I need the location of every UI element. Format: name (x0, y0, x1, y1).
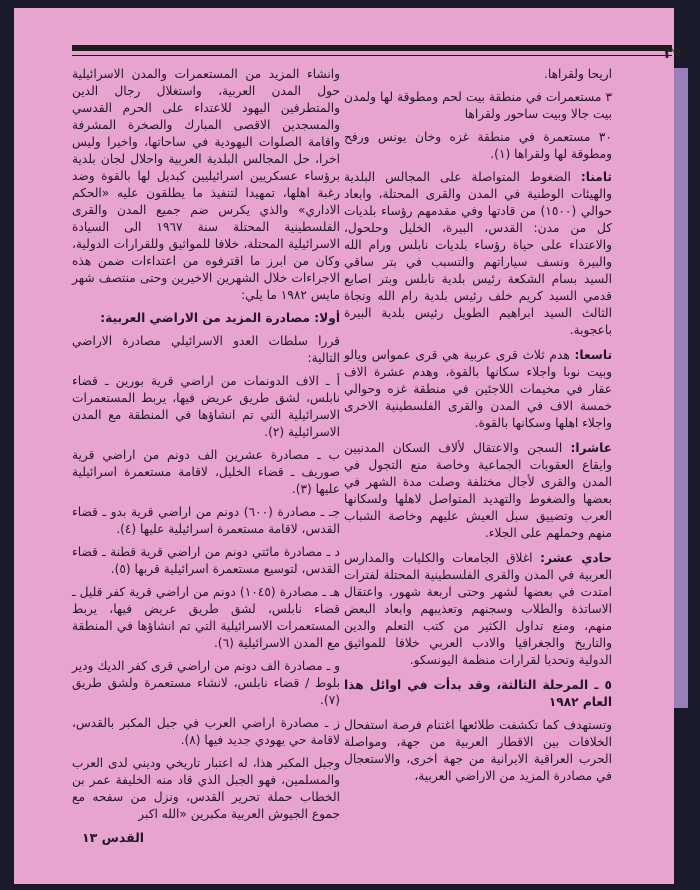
right-closing: وتستهدف كما تكشفت طلائعها اغتنام فرصة استفحال الخلافات بين الاقطار العربية من جهة، ومواصلة الحرب العراقية الايرانية من جهة اخرى، والاستعجال في مصادرة المزيد من الاراضي العربية، (344, 718, 612, 783)
section-eighth (344, 169, 612, 339)
section-eleventh (344, 550, 612, 669)
section-heading: أولا: مصادرة المزيد من الاراضي العربية: (100, 311, 340, 325)
page-footer: القدس ١٣ (82, 830, 145, 845)
page-number: ٣٩ (663, 44, 682, 62)
page-edge-strip (674, 68, 688, 708)
phase-heading: ٥ ـ المرحلة الثالثة، وقد بدأت في اوائل هذا العام ١٩٨٢ (344, 678, 612, 709)
magazine-page (14, 8, 682, 884)
right-column (344, 66, 612, 791)
section-lead: قررا سلطات العدو الاسرائيلي مصادرة الاراضي التالية: (72, 334, 340, 365)
list-item: أ ـ الاف الدونمات من اراضي قرية بورين ـ قضاء نابلس، لشق طريق عريض فيها، يربط المستعمرات الاسرائيلية التي تم انشاؤها في المنطقة مع المدن الاسرائيلية (٢). (72, 374, 340, 439)
section-tenth (344, 440, 612, 542)
section-label: عاشرا: (570, 441, 612, 455)
list-item: هـ ـ مصادرة (١٠٤٥) دونم من اراضي قرية كفر قليل ـ قضاء نابلس، لشق طريق عريض فيها، يربط المستعمرات الاسرائيلية التي تم انشاؤها في المنطقة مع المدن الاسرائيلية (٦). (72, 585, 340, 650)
list-item: ٣ مستعمرات في منطقة بيت لحم ومطوقة لها ولمدن بيت جالا وبيت ساحور ولقراها (344, 90, 612, 121)
list-item: د ـ مصادرة مائتي دونم من اراضي قرية قطنة ـ قضاء القدس، لتوسيع مستعمرة اسرائيلية قربها (٥). (72, 545, 340, 576)
top-rule (72, 45, 672, 51)
left-closing: وجبل المكبر هذا، له اعتبار تاريخي وديني لدى العرب والمسلمين، فهو الجبل الذي قاد منه الخليفة عمر بن الخطاب حملة تحرير القدس، ونزل من سفحه مع جموع الجيوش العربية مكبرين «الله اكبر (72, 756, 340, 821)
section-ninth (344, 347, 612, 432)
list-item: ز ـ مصادرة اراضي العرب في جبل المكبر بالقدس، لاقامة حي يهودي جديد فيها (٨). (72, 716, 340, 747)
section-text: هدم ثلاث قرى عربية هي قرى عمواس ويالو وبيت نوبا واجلاء سكانها بالقوة، وهدم عشرة الاف عقار في مخيمات اللاجئين في منطقة غزه وحوالي خمسة الاف في المدن والقرى الفلسطينية الاخرى واجلاء اهلها وسكانها بالقوة. (344, 348, 612, 430)
section-text: السجن والاعتقال لألاف السكان المدنيين وايقاع العقوبات الجماعية وخاصة منع التجول في المدن والقرى لأجال مختلفة وصلت مدة الشهر في بعضها والضغوط والتهديد المتواصل لاهلها ولسكانها العرب وتضييق سبل العيش عليهم وخاصة الشباب منهم وحملهم على الجلاء. (344, 441, 612, 540)
section-label: تاسعا: (574, 348, 613, 362)
section-label: ثامنا: (580, 170, 612, 184)
section-text: اغلاق الجامعات والكليات والمدارس العربية في المدن والقرى الفلسطينية المحتلة لفترات امتدت في بعضها لشهر وحتى اربعة شهور، واعتقال الاساتذة والطلاب وسجنهم وتعذيبهم وابعاد البعض منهم، ومنع تداول الكثير من كتب التعلم والدين والتاريخ والجغرافيا والادب العربي خلافا للمواثيق الدولية وتحديا لقرارات منظمة اليونسكو. (344, 551, 612, 667)
section-label: حادي عشر: (540, 551, 613, 565)
right-intro: اريحا ولقراها. (543, 67, 612, 81)
left-intro: وانشاء المزيد من المستعمرات والمدن الاسرائيلية حول المدن العربية، واستغلال رجال الدين والمتطرفين اليهود للاعتداء على الحرم القدسي والمسجدين الاقصى المبارك والصخرة المشرفة واقامة الصلوات اليهودية في ساحاتها، واخيرا وليس اخرا، حل المجالس البلدية العربية واحلال لجان بلدية برؤساء عسكريين اسرائيليين كبديل لها بالقوة وضد رغبة اهلها، تمهيدا لتنفيذ ما يطلقون عليه «الحكم الاداري» والذي يكرس ضم جميع المدن والقرى الفلسطينية المحتلة سنة ١٩٦٧ الى السيادة الاسرائيلية المحتلة، خلافا للمواثيق وللقرارات الدولية، وكان من ابرز ما اقترفوه من اعتداءات ضمن هذه الاجراءات خلال الشهرين الاخيرين وحتى منتصف شهر مايس ١٩٨٢ ما يلي: (72, 67, 340, 302)
section-text: الضغوط المتواصلة على المجالس البلدية والهيئات الوطنية في المدن والقرى المحتلة، وابعاد حوالي (١٥٠٠) من قادتها وفي مقدمهم رؤساء بلديات كل من مدن: القدس، البيرة، الخليل وحلحول، والاعتداء على حياة رؤساء بلديات نابلس ورام الله والبيرة ونسف سياراتهم والتسبب في بتر ساقي السيد بسام الشكعة رئيس بلدية نابلس وبتر اصابع قدمي السيد كريم خلف رئيس بلدية رام الله ونجاة الثالث السيد ابراهيم الطويل رئيس بلدية البيرة باعجوبة. (344, 170, 612, 337)
top-rule-thin (72, 55, 672, 56)
list-item: ٣٠ مستعمرة في منطقة غزه وخان يونس ورفح ومطوقة لها ولقراها (١). (344, 130, 612, 161)
list-item: ب ـ مصادرة عشرين الف دونم من اراضي قرية صوريف ـ قضاء الخليل، لاقامة مستعمرة اسرائيلية عليها (٣). (72, 448, 340, 496)
left-column (72, 66, 340, 829)
list-item: و ـ مصادرة الف دونم من اراضي قرى كفر الديك ودير بلوط / قضاء نابلس، لانشاء مستعمرة ولشق طريق (٧). (72, 659, 340, 707)
list-item: جـ ـ مصادرة (٦٠٠) دونم من اراضي قرية بدو ـ قضاء القدس، لاقامة مستعمرة اسرائيلية عليها (٤). (72, 505, 340, 536)
